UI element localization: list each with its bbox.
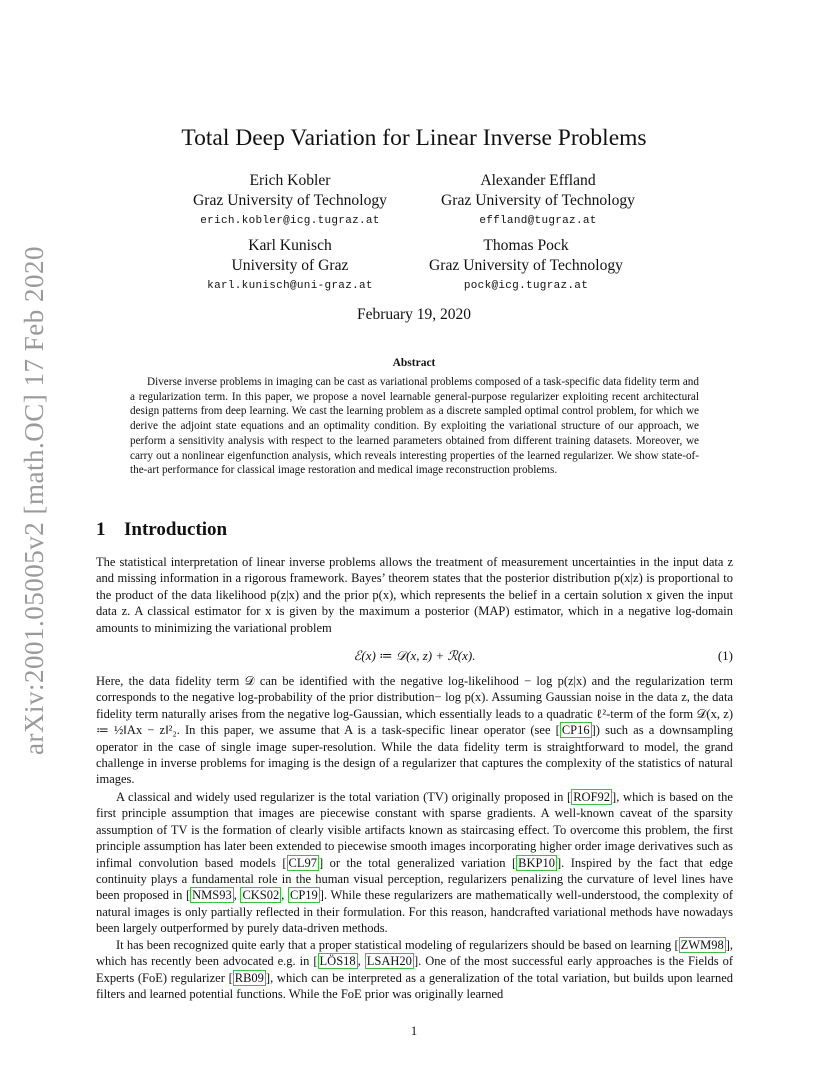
paragraph: It has been recognized quite early that a proper statistical modeling of regularizers should be based on learning [ ZWM98 ], which has recently been advocated e.g. in [ LÖS18 , LSAH20 ]. One of the most successful early approaches is the Fields of Experts (FoE) regularizer [ RB09 ], which can be interpreted as a generalization of the total variation, but builds upon learned filters and learned potential functions. While the FoE prior was originally learned	[96, 938, 734, 1002]
section-number: 1	[96, 519, 106, 540]
paragraph: A classical and widely used regularizer is the total variation (TV) originally proposed in [ ROF92 ], which is based on the first principle assumption that images are piecewise constant with sparse gradients. A well-known caveat of the sparsity assumption of TV is the formation of clearly visible artifacts known as staircasing effect. To overcome this problem, the first principle assumption has later been extended to piecewise smooth images incorporating higher order image derivatives such as infimal convolution based models [ CL97 ] or the total generalized variation [ BKP10 ]. Inspired by the fact that edge continuity plays a fundamental role in the human visual perception, regularizers penalizing the curvature of level lines have been proposed in [ NMS93 , CKS02 , CP19 ]. While these regularizers are mathematically well-understood, the complexity of natural images is only partially reflected in their formulation. For this reason, handcrafted variational methods have nowadays been largely outperformed by purely data-driven methods.	[96, 790, 734, 936]
citation-link[interactable]: ROF92	[573, 790, 611, 804]
citation-link[interactable]: ZWM98	[680, 938, 724, 952]
author-block	[406, 236, 646, 297]
equation	[96, 648, 733, 666]
author-affiliation: Graz University of Technology	[193, 191, 387, 209]
author-name: Erich Kobler	[249, 172, 331, 189]
citation-link[interactable]: CP16	[561, 723, 590, 738]
equation-number: (1)	[717, 648, 733, 663]
citation-link[interactable]: CL97	[288, 855, 317, 870]
author-email[interactable]: effland@tugraz.at	[479, 215, 597, 227]
author-name: Karl Kunisch	[248, 237, 332, 254]
page-number: 1	[410, 1024, 418, 1038]
citation-link[interactable]: LÖS18	[319, 954, 356, 969]
citation-link[interactable]: CP19	[290, 888, 318, 903]
abstract-text: Diverse inverse problems in imaging can be cast as variational problems composed of a task-specific data fidelity term and a regularization term. In this paper, we propose a novel learnable general-purpose regularizer exploiting recent architectural design patterns from deep learning. We cast the learning problem as a discrete sampled optimal control problem, for which we derive the adjoint state equations and an optimality condition. By exploiting the variational structure of our approach, we perform a sensitivity analysis with respect to the learned parameters obtained from different training datasets. Moreover, we carry out a nonlinear eigenfunction analysis, which reveals interesting properties of the learned regularizer. We show state-of-the-art performance for classical image restoration and medical image reconstruction problems.	[130, 376, 699, 477]
section-heading	[96, 519, 227, 541]
citation-link[interactable]: RB09	[234, 970, 264, 985]
paper-title: Total Deep Variation for Linear Inverse Problems	[181, 125, 647, 151]
paragraph: Here, the data fidelity term 𝒟 can be identified with the negative log-likelihood − log p(z|x) and the regularization term corresponds to the negative log-probability of the prior distribution− log p(x). Assuming Gaussian noise in the data z, the data fidelity term naturally arises from the negative log-Gaussian, which essentially leads to a quadratic ℓ²-term of the form 𝒟(x, z) ≔ ½‖Ax − z‖²₂. In this paper, we assume that A is a task-specific linear operator (see [ CP16 ]) such as a downsampling operator in the case of single image super-resolution. While the data fidelity term is straightforward to model, the grand challenge in inverse problems for imaging is the design of a regularizer that captures the complexity of the statistics of natural images.	[96, 674, 733, 787]
author-block	[170, 236, 410, 297]
citation-link[interactable]: BKP10	[518, 855, 555, 870]
author-email[interactable]: erich.kobler@icg.tugraz.at	[200, 215, 380, 227]
author-email[interactable]: karl.kunisch@uni-graz.at	[207, 280, 373, 292]
author-affiliation: University of Graz	[231, 256, 349, 274]
citation-link[interactable]: NMS93	[192, 888, 232, 903]
citation-link[interactable]: CKS02	[242, 888, 280, 903]
equation-expression: ℰ(x) ≔ 𝒟(x, z) + ℛ(x).	[353, 648, 476, 663]
author-name: Thomas Pock	[483, 237, 569, 254]
author-affiliation: Graz University of Technology	[441, 191, 635, 209]
author-affiliation: Graz University of Technology	[429, 256, 623, 274]
section-title: Introduction	[124, 519, 228, 540]
citation-link[interactable]: LSAH20	[366, 954, 412, 969]
author-block	[418, 171, 658, 232]
author-email[interactable]: pock@icg.tugraz.at	[463, 280, 589, 292]
paper-date: February 19, 2020	[356, 306, 472, 323]
paragraph: The statistical interpretation of linear inverse problems allows the treatment of measurement uncertainties in the input data z and missing information in a rigorous framework. Bayes’ theorem states that the posterior distribution p(x|z) is proportional to the product of the data likelihood p(z|x) and the prior p(x), which represents the belief in a certain solution x given the input data z. A classical estimator for x is given by the maximum a posterior (MAP) estimator, which in a negative log-domain amounts to minimizing the variational problem	[96, 555, 733, 635]
abstract-heading: Abstract	[392, 357, 436, 369]
author-block	[170, 171, 410, 232]
author-name: Alexander Effland	[480, 172, 596, 189]
arxiv-stamp: arXiv:2001.05005v2 [math.OC] 17 Feb 2020	[18, 245, 49, 755]
